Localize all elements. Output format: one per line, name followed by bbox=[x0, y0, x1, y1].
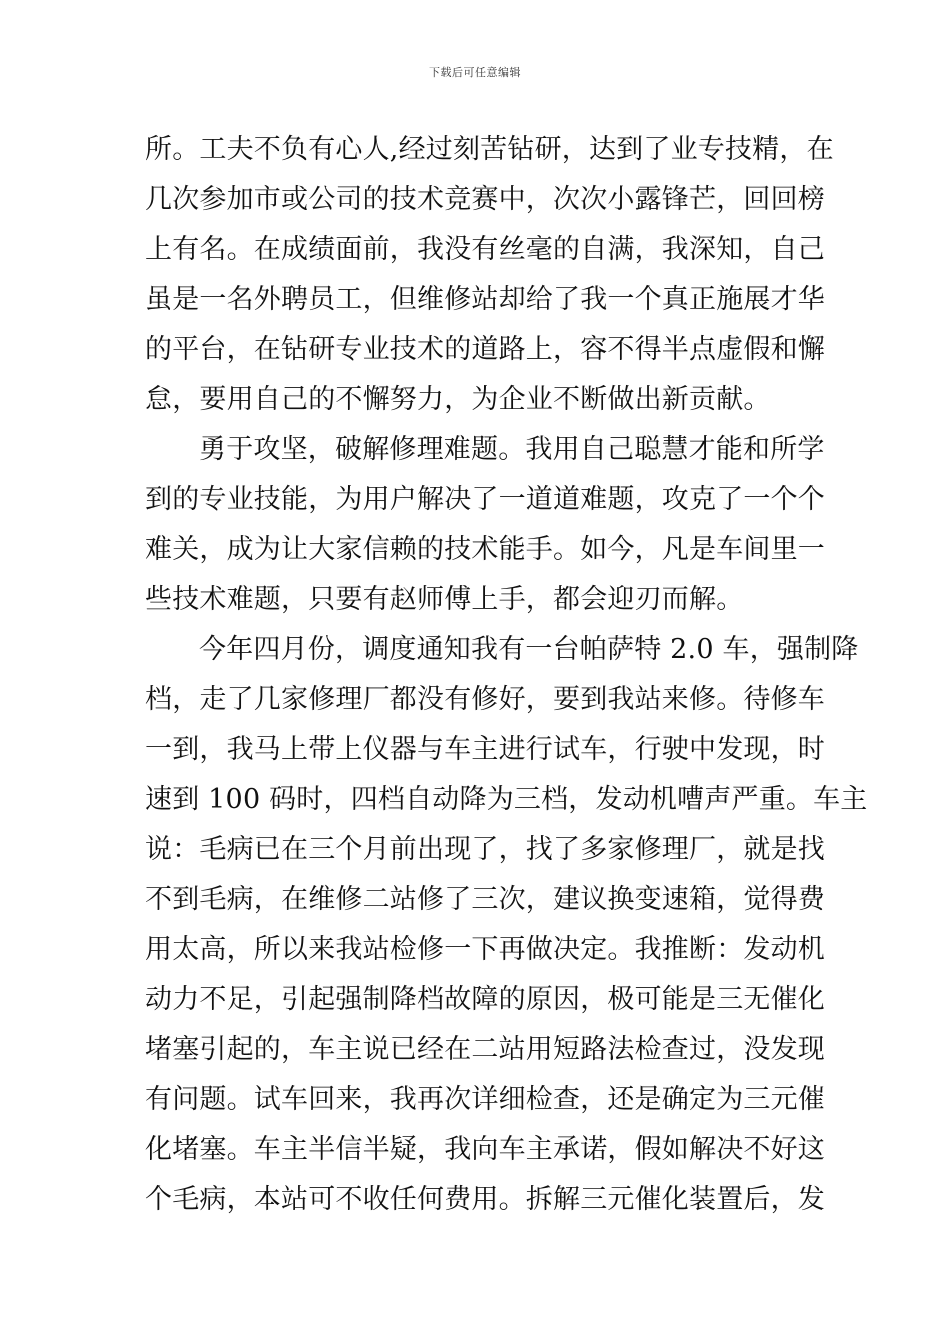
text-line: 说：毛病已在三个月前出现了，找了多家修理厂，就是找 bbox=[145, 834, 825, 865]
text-line: 的平台，在钻研专业技术的道路上，容不得半点虚假和懈 bbox=[145, 334, 825, 365]
text-line: 有问题。试车回来，我再次详细检查，还是确定为三元催 bbox=[145, 1084, 825, 1115]
text-line: 化堵塞。车主半信半疑，我向车主承诺，假如解决不好这 bbox=[145, 1134, 825, 1165]
page-header: 下载后可任意编辑 bbox=[429, 66, 521, 79]
paragraph-first-line: 勇于攻坚，破解修理难题。我用自己聪慧才能和所学 bbox=[199, 434, 825, 465]
text-line: 用太高，所以来我站检修一下再做决定。我推断：发动机 bbox=[145, 934, 825, 965]
text-line: 个毛病，本站可不收任何费用。拆解三元催化装置后，发 bbox=[145, 1184, 825, 1215]
text-line: 档，走了几家修理厂都没有修好，要到我站来修。待修车 bbox=[145, 684, 825, 715]
text-line: 到的专业技能，为用户解决了一道道难题，攻克了一个个 bbox=[145, 484, 825, 515]
text-line: 虽是一名外聘员工，但维修站却给了我一个真正施展才华 bbox=[145, 284, 825, 315]
text-line: 动力不足，引起强制降档故障的原因，极可能是三无催化 bbox=[145, 984, 825, 1015]
paragraph-first-line: 今年四月份，调度通知我有一台帕萨特 2.0 车，强制降 bbox=[199, 634, 859, 665]
text-line: 几次参加市或公司的技术竞赛中，次次小露锋芒，回回榜 bbox=[145, 184, 825, 215]
text-line: 不到毛病，在维修二站修了三次，建议换变速箱，觉得费 bbox=[145, 884, 825, 915]
text-line: 怠，要用自己的不懈努力，为企业不断做出新贡献。 bbox=[145, 384, 771, 415]
text-line: 堵塞引起的，车主说已经在二站用短路法检查过，没发现 bbox=[145, 1034, 825, 1065]
text-line: 所。工夫不负有心人,经过刻苦钻研，达到了业专技精，在 bbox=[145, 134, 834, 165]
text-line: 些技术难题，只要有赵师傅上手，都会迎刃而解。 bbox=[145, 584, 744, 615]
text-line: 速到 100 码时，四档自动降为三档，发动机嘈声严重。车主 bbox=[145, 784, 868, 815]
text-line: 上有名。在成绩面前，我没有丝毫的自满，我深知，自己 bbox=[145, 234, 825, 265]
text-line: 一到，我马上带上仪器与车主进行试车，行驶中发现，时 bbox=[145, 734, 825, 765]
text-line: 难关，成为让大家信赖的技术能手。如今，凡是车间里一 bbox=[145, 534, 825, 565]
